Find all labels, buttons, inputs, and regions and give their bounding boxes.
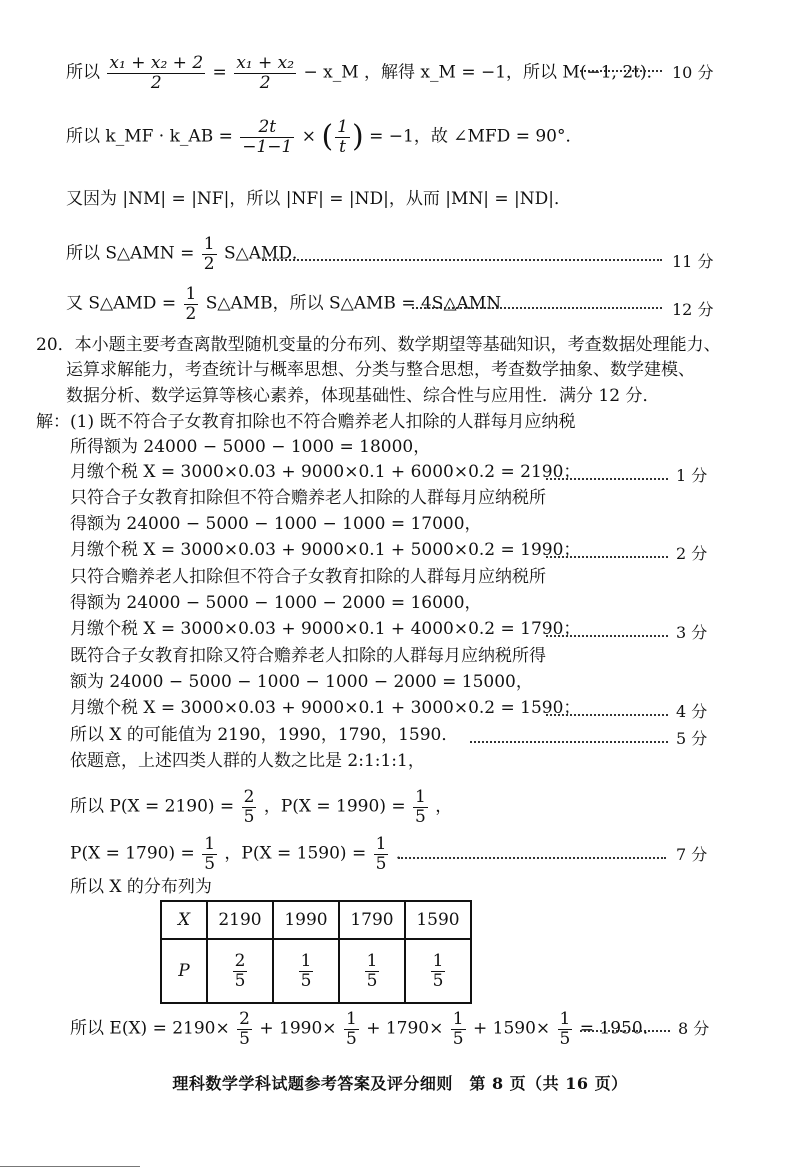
fraction: $\frac{1}{5}$	[415, 787, 426, 827]
table-cell: $\frac{1}{5}$	[405, 939, 471, 1003]
table-cell: P	[161, 939, 207, 1003]
table-cell: 2190	[207, 901, 273, 939]
solution-line: 得额为 24000 − 5000 − 1000 − 2000 = 16000，	[70, 593, 482, 613]
q20-header-1: 20．本小题主要考查离散型随机变量的分布列、数学期望等基础知识，考查数据处理能力、	[36, 335, 721, 355]
fraction: $\frac{2}{5}$	[239, 1009, 250, 1049]
probability-line-1: 所以 P(X = 2190) = $\frac{2}{5}$ ，P(X = 1990) = $\frac{1}{5}$ ，	[70, 787, 453, 827]
score: 3 分	[676, 623, 708, 642]
leader-dots	[580, 70, 662, 72]
solution-line: 月缴个税 X = 3000×0.03 + 9000×0.1 + 4000×0.2 = 1790；	[70, 619, 581, 639]
fraction: $\frac{\text{x₁ + x₂ + 2}}{2}$	[109, 53, 204, 93]
table-cell: 1990	[273, 901, 339, 939]
leader-dots	[412, 307, 662, 309]
solution-line: 所以 X 的分布列为	[70, 877, 212, 897]
table-row	[161, 901, 471, 939]
table-cell: $\frac{1}{5}$	[273, 939, 339, 1003]
fraction: $\frac{1}{5}$	[375, 834, 387, 874]
leader-dots	[262, 259, 662, 261]
leader-dots	[546, 635, 668, 637]
fraction: $\frac{1}{5}$	[204, 834, 216, 874]
fraction: $\frac{1}{5}$	[345, 1009, 357, 1049]
fraction: $\frac{2t}{-1-1}$	[242, 117, 293, 157]
solution-line: 只符合赡养老人扣除但不符合子女教育扣除的人群每月应纳税所	[70, 567, 546, 587]
fraction: $\frac{\text{x₁ + x₂}}{2}$	[236, 53, 295, 93]
fraction: $\frac{1}{2}$	[203, 234, 215, 274]
leader-dots	[398, 857, 666, 859]
expectation-line: 所以 E(X) = 2190× $\frac{2}{5}$ + 1990× $\frac{1}{5}$ + 1790× $\frac{1}{5}$ + 1590× $\frac{1}{5}$ = 1950．	[70, 1009, 660, 1049]
table-row	[161, 939, 471, 1003]
q20-header-2: 运算求解能力，考查统计与概率思想、分类与整合思想，考查数学抽象、数学建模、	[66, 360, 695, 380]
divider	[0, 1166, 140, 1167]
distribution-table	[160, 900, 472, 1004]
table-cell: $\frac{1}{5}$	[339, 939, 405, 1003]
probability-line-2: P(X = 1790) = $\frac{1}{5}$ ，P(X = 1590) = $\frac{1}{5}$ ．	[70, 834, 413, 874]
table-cell: 1590	[405, 901, 471, 939]
page-footer: 理科数学学科试题参考答案及评分细则 第 8 页（共 16 页）	[172, 1074, 628, 1093]
score: 1 分	[676, 466, 708, 485]
line-1: 所以 $\frac{\text{x₁ + x₂ + 2}}{2}$ = $\frac{\text{x₁ + x₂}}{2}$ − x_M ，解得 x_M = −1，所以 M(−1, 2t)．	[66, 53, 664, 93]
score: 10 分	[672, 63, 714, 82]
score: 12 分	[672, 300, 714, 319]
fraction: $\frac{1}{5}$	[452, 1009, 464, 1049]
leader-dots	[546, 714, 668, 716]
solution-line: 解：(1) 既不符合子女教育扣除也不符合赡养老人扣除的人群每月应纳税	[36, 412, 576, 432]
solution-line: 月缴个税 X = 3000×0.03 + 9000×0.1 + 3000×0.2 = 1590；	[70, 698, 581, 718]
line-3: 又因为 |NM| = |NF|，所以 |NF| = |ND|，从而 |MN| = |ND|．	[66, 189, 572, 209]
solution-line: 月缴个税 X = 3000×0.03 + 9000×0.1 + 6000×0.2 = 2190；	[70, 462, 581, 482]
table-cell: 1790	[339, 901, 405, 939]
solution-line: 依题意，上述四类人群的人数之比是 2:1:1:1，	[70, 751, 425, 771]
leader-dots	[546, 556, 668, 558]
solution-line: 得额为 24000 − 5000 − 1000 − 1000 = 17000，	[70, 514, 482, 534]
score: 7 分	[676, 845, 708, 864]
solution-line: 月缴个税 X = 3000×0.03 + 9000×0.1 + 5000×0.2 = 1990；	[70, 540, 581, 560]
solution-line: 所得额为 24000 − 5000 − 1000 = 18000，	[70, 437, 431, 457]
solution-line: 所以 X 的可能值为 2190，1990，1790，1590．	[70, 725, 459, 745]
line-5: 又 S△AMD = $\frac{1}{2}$ S△AMB，所以 S△AMB = 4S△AMN	[66, 284, 502, 324]
score: 5 分	[676, 729, 708, 748]
leader-dots	[546, 478, 668, 480]
q20-header-3: 数据分析、数学运算等核心素养，体现基础性、综合性与应用性．满分 12 分．	[66, 386, 660, 406]
solution-line: 只符合子女教育扣除但不符合赡养老人扣除的人群每月应纳税所	[70, 488, 546, 508]
fraction: $\frac{2}{5}$	[243, 787, 255, 827]
score: 2 分	[676, 544, 708, 563]
score: 11 分	[672, 252, 714, 271]
table-cell: X	[161, 901, 207, 939]
fraction: $\frac{1}{2}$	[185, 284, 197, 324]
line-4: 所以 S△AMN = $\frac{1}{2}$ S△AMD．	[66, 234, 310, 274]
score: 8 分	[678, 1019, 710, 1038]
leader-dots	[470, 741, 668, 743]
solution-line: 既符合子女教育扣除又符合赡养老人扣除的人群每月应纳税所得	[70, 646, 546, 666]
score: 4 分	[676, 702, 708, 721]
fraction: $\frac{1}{t}$	[337, 117, 348, 157]
solution-line: 额为 24000 − 5000 − 1000 − 1000 − 2000 = 15000，	[70, 672, 533, 692]
line-2: 所以 k_MF · k_AB = $\frac{2t}{-1-1}$ × ( $\frac{1}{t}$ ) = −1，故 ∠MFD = 90°．	[66, 117, 583, 157]
table-cell: $\frac{2}{5}$	[207, 939, 273, 1003]
leader-dots	[580, 1030, 670, 1032]
fraction: $\frac{1}{5}$	[559, 1009, 571, 1049]
